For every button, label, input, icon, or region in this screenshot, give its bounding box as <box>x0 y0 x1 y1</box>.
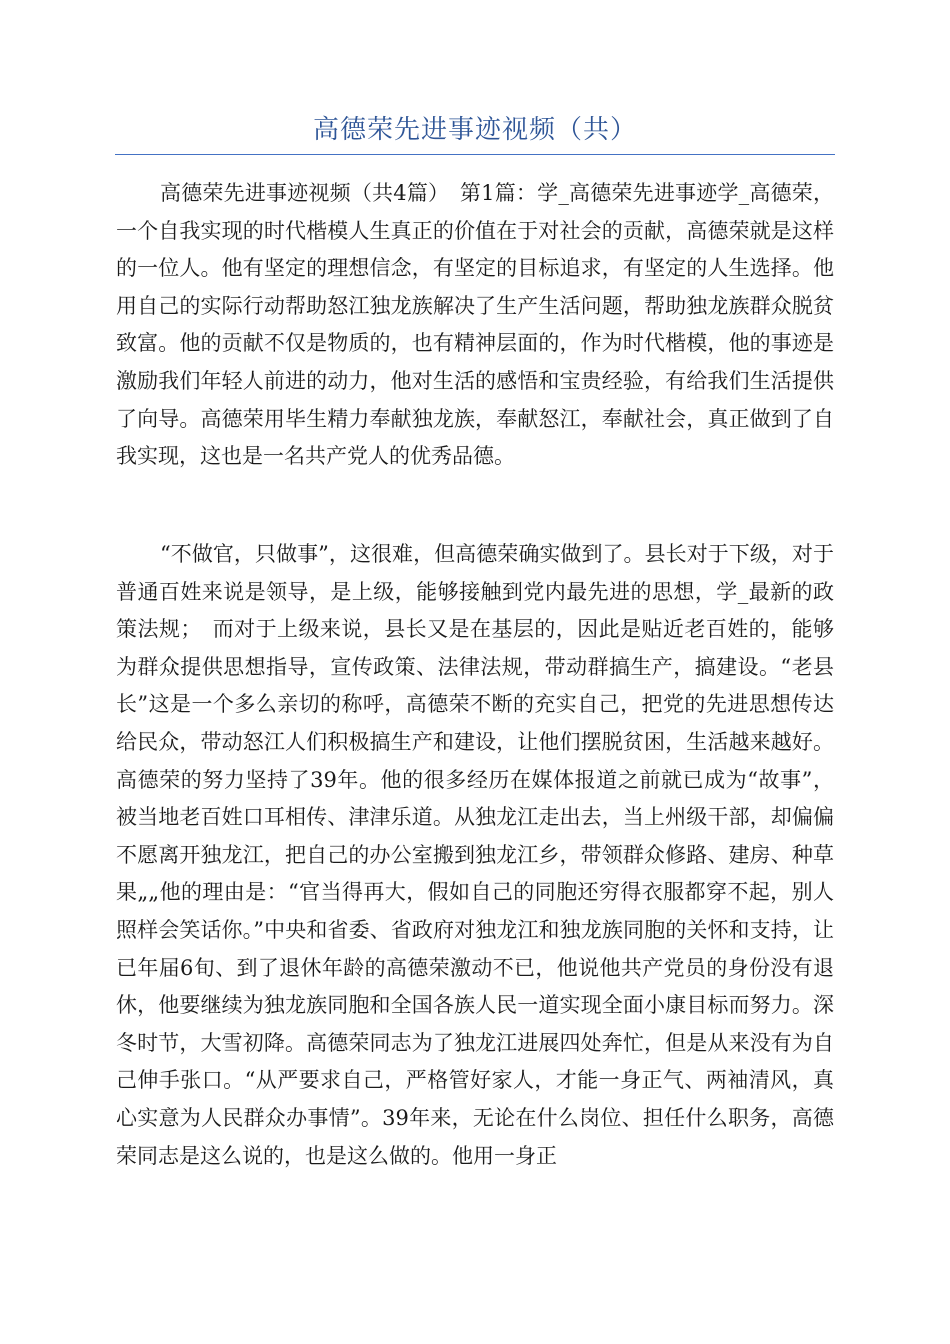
body-paragraph-2: “不做官，只做事”，这很难，但高德荣确实做到了。县长对于下级，对于普通百姓来说是领导，是上级，能够接触到党内最先进的思想，学_最新的政策法规； 而对于上级来说，县长又是在基层的，因此是贴近老百姓的，能够为群众提供思想指导，宣传政策、法律法规，带动群搞生产，搞建设。“老县长”这是一个多么亲切的称呼，高德荣不断的充实自己，把党的先进思想传达给民众，带动怒江人们积极搞生产和建设，让他们摆脱贫困，生活越来越好。高德荣的努力坚持了39年。他的很多经历在媒体报道之前就已成为“故事”，被当地老百姓口耳相传、津津乐道。从独龙江走出去，当上州级干部，却偏偏不愿离开独龙江，把自己的办公室搬到独龙江乡，带领群众修路、建房、种草果„„他的理由是：“官当得再大，假如自己的同胞还穷得衣服都穿不起，别人照样会笑话你。”中央和省委、省政府对独龙江和独龙族同胞的关怀和支持，让已年届6旬、到了退休年龄的高德荣激动不已，他说他共产党员的身份没有退休，他要继续为独龙族同胞和全国各族人民一道实现全面小康目标而努力。深冬时节，大雪初降。高德荣同志为了独龙江进展四处奔忙，但是从来没有为自己伸手张口。“从严要求自己，严格管好家人，才能一身正气、两袖清风，真心实意为人民群众办事情”。39年来，无论在什么岗位、担任什么职务，高德荣同志是这么说的，也是这么做的。他用一身正 <box>116 542 834 1168</box>
body-paragraph-1: 高德荣先进事迹视频（共4篇） 第1篇：学_高德荣先进事迹学_高德荣，一个自我实现的时代楷模人生真正的价值在于对社会的贡献，高德荣就是这样的一位人。他有坚定的理想信念，有坚定的目标追求，有坚定的人生选择。他用自己的实际行动帮助怒江独龙族解决了生产生活问题，帮助独龙族群众脱贫致富。他的贡献不仅是物质的，也有精神层面的，作为时代楷模，他的事迹是激励我们年轻人前进的动力，他对生活的感悟和宝贵经验，有给我们生活提供了向导。高德荣用毕生精力奉献独龙族，奉献怒江，奉献社会，真正做到了自我实现，这也是一名共产党人的优秀品德。 <box>116 181 834 469</box>
title-underline <box>115 154 835 155</box>
page-title: 高德荣先进事迹视频（共） <box>312 115 637 145</box>
